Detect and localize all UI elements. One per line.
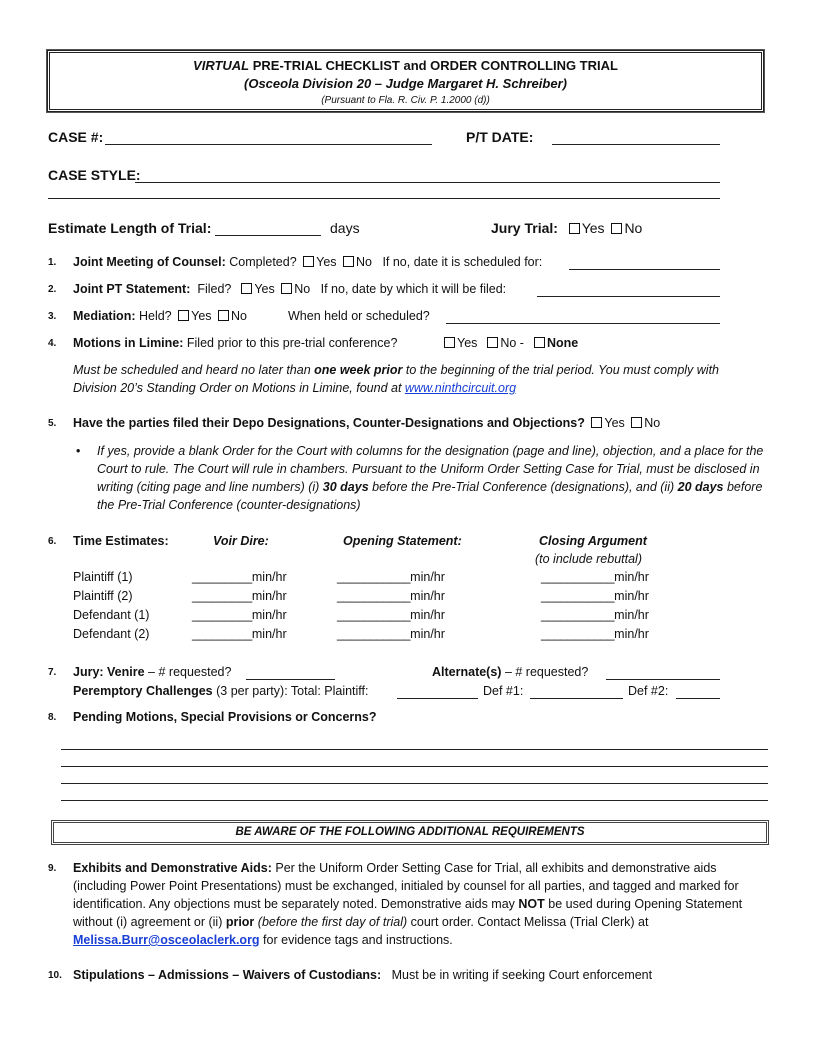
joint-pt-date-field[interactable] — [537, 296, 720, 297]
yes-label: Yes — [254, 282, 275, 296]
no-label: No — [356, 255, 373, 269]
peremptory — [73, 682, 369, 700]
item-number: 9. — [48, 863, 57, 874]
jury-no-checkbox[interactable] — [611, 223, 622, 234]
no-checkbox[interactable] — [281, 283, 292, 294]
requirements-banner — [51, 820, 769, 845]
item-text: (before the first day of trial) — [254, 915, 408, 929]
time-row-label: Plaintiff (1) — [73, 570, 133, 584]
time-estimate-blank[interactable]: ___________ — [337, 570, 411, 584]
item-text: for evidence tags and instructions. — [259, 933, 453, 947]
note-text: Must be scheduled and heard no later than — [73, 363, 315, 377]
no-checkbox[interactable] — [631, 417, 642, 428]
days-label: days — [330, 220, 360, 236]
time-estimate-entry — [337, 587, 445, 605]
item-stipulations — [73, 966, 652, 984]
item-text: be used during Opening Statement without (i) agreement or (ii) — [73, 897, 743, 929]
item-tail: If no, date by which it will be filed: — [320, 282, 507, 296]
item-emphasis: prior — [225, 915, 255, 929]
joint-meeting-date-field[interactable] — [569, 269, 720, 270]
time-estimate-blank[interactable]: ___________ — [541, 589, 615, 603]
item-mediation — [73, 307, 247, 325]
no-checkbox[interactable] — [487, 337, 498, 348]
item-number: 7. — [48, 667, 57, 678]
yes-checkbox[interactable] — [591, 417, 602, 428]
time-estimate-entry — [541, 568, 649, 586]
bullet-text: before the Pre-Trial Conference (counter-designations) — [97, 480, 763, 512]
time-estimate-entry — [192, 568, 287, 586]
alternates-label: Alternate(s) — [432, 665, 502, 679]
item-exhibits — [73, 859, 773, 949]
concerns-line[interactable] — [61, 783, 768, 784]
time-estimate-blank[interactable]: ___________ — [337, 608, 411, 622]
peremptory-text: (3 per party): Total: Plaintiff: — [212, 684, 369, 698]
limine-options — [441, 334, 578, 352]
unit-label: min/hr — [251, 589, 287, 603]
item-number: 6. — [48, 536, 57, 547]
no-label: No — [294, 282, 311, 296]
item-label: Have the parties filed their Depo Designations, Counter-Designations and Objections? — [73, 416, 585, 430]
yes-checkbox[interactable] — [303, 256, 314, 267]
item-label: Joint Meeting of Counsel: — [73, 255, 226, 269]
peremptory-label: Peremptory Challenges — [73, 684, 213, 698]
item-number: 10. — [48, 970, 62, 981]
none-label: None — [546, 336, 579, 350]
item-emphasis: NOT — [518, 897, 545, 911]
alternates — [432, 663, 588, 681]
time-row-label: Defendant (1) — [73, 608, 150, 622]
item-text: court order. Contact Melissa (Trial Clerk) at — [407, 915, 649, 929]
bullet-emphasis: 30 days — [322, 480, 369, 494]
case-no-label: CASE #: — [48, 129, 104, 145]
pt-date-field[interactable] — [552, 144, 720, 145]
item-label: Motions in Limine: — [73, 336, 184, 350]
item-label: Mediation: — [73, 309, 136, 323]
item-label: Stipulations – Admissions – Waivers of Custodians: — [73, 968, 382, 982]
alternates-field[interactable] — [606, 679, 720, 680]
yes-checkbox[interactable] — [178, 310, 189, 321]
time-estimate-blank[interactable]: _________ — [192, 627, 252, 641]
item-label: Exhibits and Demonstrative Aids: — [73, 861, 272, 875]
depo-bullet-text — [97, 442, 773, 514]
title-text: PRE-TRIAL CHECKLIST and ORDER CONTROLLING TRIAL — [249, 58, 618, 73]
time-estimate-entry — [192, 625, 287, 643]
no-checkbox[interactable] — [218, 310, 229, 321]
time-estimates-label: Time Estimates: — [73, 534, 169, 548]
def2-field[interactable] — [676, 698, 720, 699]
item-text: Must be in writing if seeking Court enforcement — [381, 968, 653, 982]
time-estimate-blank[interactable]: ___________ — [337, 627, 411, 641]
time-estimate-blank[interactable]: ___________ — [541, 627, 615, 641]
none-checkbox[interactable] — [534, 337, 545, 348]
item-label: Jury: Venire — [73, 665, 145, 679]
header-box — [47, 50, 764, 112]
col-opening-statement: Opening Statement: — [343, 534, 462, 548]
pending-motions-label: Pending Motions, Special Provisions or Concerns? — [73, 710, 377, 724]
mediation-date-field[interactable] — [446, 323, 720, 324]
no-label: No - — [500, 336, 524, 350]
title-italic: VIRTUAL — [193, 58, 250, 73]
concerns-line[interactable] — [61, 749, 768, 750]
item-tail: When held or scheduled? — [288, 309, 430, 323]
item-question: Filed prior to this pre-trial conference? — [183, 336, 398, 350]
item-joint-meeting — [73, 253, 542, 271]
jury-venire — [73, 663, 231, 681]
no-label: No — [231, 309, 247, 323]
bullet-icon: • — [76, 444, 81, 458]
time-estimate-entry — [337, 625, 445, 643]
item-number: 1. — [48, 257, 57, 268]
ninthcircuit-link[interactable]: www.ninthcircuit.org — [404, 381, 517, 395]
def2-label: Def #2: — [628, 684, 669, 698]
banner-text: BE AWARE OF THE FOLLOWING ADDITIONAL REQUIREMENTS — [235, 826, 585, 838]
item-question: Held? — [135, 309, 172, 323]
no-label: No — [644, 416, 661, 430]
def1-label: Def #1: — [483, 684, 524, 698]
unit-label: min/hr — [614, 589, 649, 603]
time-estimate-blank[interactable]: _________ — [192, 589, 252, 603]
item-question: Completed? — [225, 255, 297, 269]
note-text: Division 20’s Standing Order on Motions in Limine, found at — [73, 381, 405, 395]
unit-label: min/hr — [614, 570, 649, 584]
note-text: to the beginning of the trial period. You must comply with — [402, 363, 719, 377]
time-estimate-blank[interactable]: _________ — [192, 608, 252, 622]
alternates-question: – # requested? — [501, 665, 589, 679]
unit-label: min/hr — [614, 627, 649, 641]
jury-trial-label: Jury Trial: — [491, 220, 558, 236]
time-estimate-blank[interactable]: ___________ — [541, 608, 615, 622]
estimate-days-field[interactable] — [215, 235, 321, 236]
no-checkbox[interactable] — [343, 256, 354, 267]
clerk-email-link[interactable]: Melissa.Burr@osceolaclerk.org — [73, 933, 260, 947]
unit-label: min/hr — [614, 608, 649, 622]
pt-date-label: P/T DATE: — [466, 129, 534, 145]
def1-field[interactable] — [530, 698, 623, 699]
unit-label: min/hr — [410, 570, 445, 584]
time-row-label: Plaintiff (2) — [73, 589, 133, 603]
jury-trial-row — [491, 219, 642, 237]
jury-no-label: No — [624, 220, 643, 236]
case-no-field[interactable] — [105, 144, 432, 145]
yes-checkbox[interactable] — [241, 283, 252, 294]
jury-yes-label: Yes — [581, 220, 605, 236]
item-depo-designations — [73, 414, 660, 432]
concerns-line[interactable] — [61, 766, 768, 767]
note-emphasis: one week prior — [314, 363, 403, 377]
item-number: 2. — [48, 284, 57, 295]
bullet-text: before the Pre-Trial Conference (designations), and (ii) — [368, 480, 678, 494]
case-style-label: CASE STYLE: — [48, 167, 141, 183]
yes-label: Yes — [191, 309, 212, 323]
venire-question: – # requested? — [144, 665, 232, 679]
venire-field[interactable] — [246, 679, 335, 680]
item-motions-in-limine — [73, 334, 397, 352]
time-estimate-entry — [541, 625, 649, 643]
item-number: 3. — [48, 311, 57, 322]
item-number: 8. — [48, 712, 57, 723]
time-estimate-entry — [337, 568, 445, 586]
unit-label: min/hr — [410, 589, 445, 603]
yes-label: Yes — [457, 336, 478, 350]
item-label: Joint PT Statement: — [73, 282, 191, 296]
item-tail: If no, date it is scheduled for: — [382, 255, 543, 269]
bullet-emphasis: 20 days — [677, 480, 724, 494]
plaintiff-challenges-field[interactable] — [397, 698, 478, 699]
case-style-field[interactable] — [135, 182, 720, 183]
pursuant-note: (Pursuant to Fla. R. Civ. P. 1.2000 (d)) — [321, 95, 490, 106]
item-number: 4. — [48, 338, 57, 349]
time-estimate-blank[interactable]: ___________ — [541, 570, 615, 584]
yes-label: Yes — [316, 255, 337, 269]
item-number: 5. — [48, 418, 57, 429]
time-estimate-entry — [541, 606, 649, 624]
unit-label: min/hr — [410, 627, 445, 641]
yes-checkbox[interactable] — [444, 337, 455, 348]
col-voir-dire: Voir Dire: — [213, 534, 269, 548]
jury-yes-checkbox[interactable] — [569, 223, 580, 234]
item-joint-pt-statement — [73, 280, 506, 298]
col-closing-argument: Closing Argument — [539, 534, 647, 548]
item-text: Per the Uniform Order Setting Case for Trial, all exhibits and demonstrative aids (including Power Point Presentations) must be exchanged, initialed by counsel for all parties, and tagged and marked for identification. Any objections must be separately noted. Demonstrative aids may — [73, 861, 739, 911]
unit-label: min/hr — [410, 608, 445, 622]
time-estimate-entry — [541, 587, 649, 605]
time-estimate-entry — [192, 587, 287, 605]
time-row-label: Defendant (2) — [73, 627, 150, 641]
estimate-row — [48, 219, 211, 237]
case-style-field-line2[interactable] — [48, 198, 720, 199]
unit-label: min/hr — [251, 627, 287, 641]
time-estimate-blank[interactable]: _________ — [192, 570, 252, 584]
time-estimate-entry — [337, 606, 445, 624]
estimate-label: Estimate Length of Trial: — [48, 220, 212, 236]
subtitle: (Osceola Division 20 – Judge Margaret H. Schreiber) — [244, 76, 567, 91]
limine-note — [73, 361, 773, 397]
time-estimate-entry — [192, 606, 287, 624]
yes-label: Yes — [604, 416, 625, 430]
unit-label: min/hr — [251, 570, 287, 584]
col-closing-sub: (to include rebuttal) — [535, 552, 643, 566]
document-title — [50, 57, 761, 75]
time-estimate-blank[interactable]: ___________ — [337, 589, 411, 603]
unit-label: min/hr — [251, 608, 287, 622]
concerns-line[interactable] — [61, 800, 768, 801]
bullet-text: If yes, provide a blank Order for the Court with columns for the designation (page and line), objection, and a place for the Court to rule. The Court will rule in chambers. Pursuant to the Uniform Order Setting Case for Trial, must be disclosed in writing (citing page and line numbers) (i) — [97, 444, 764, 494]
item-question: Filed? — [193, 282, 232, 296]
